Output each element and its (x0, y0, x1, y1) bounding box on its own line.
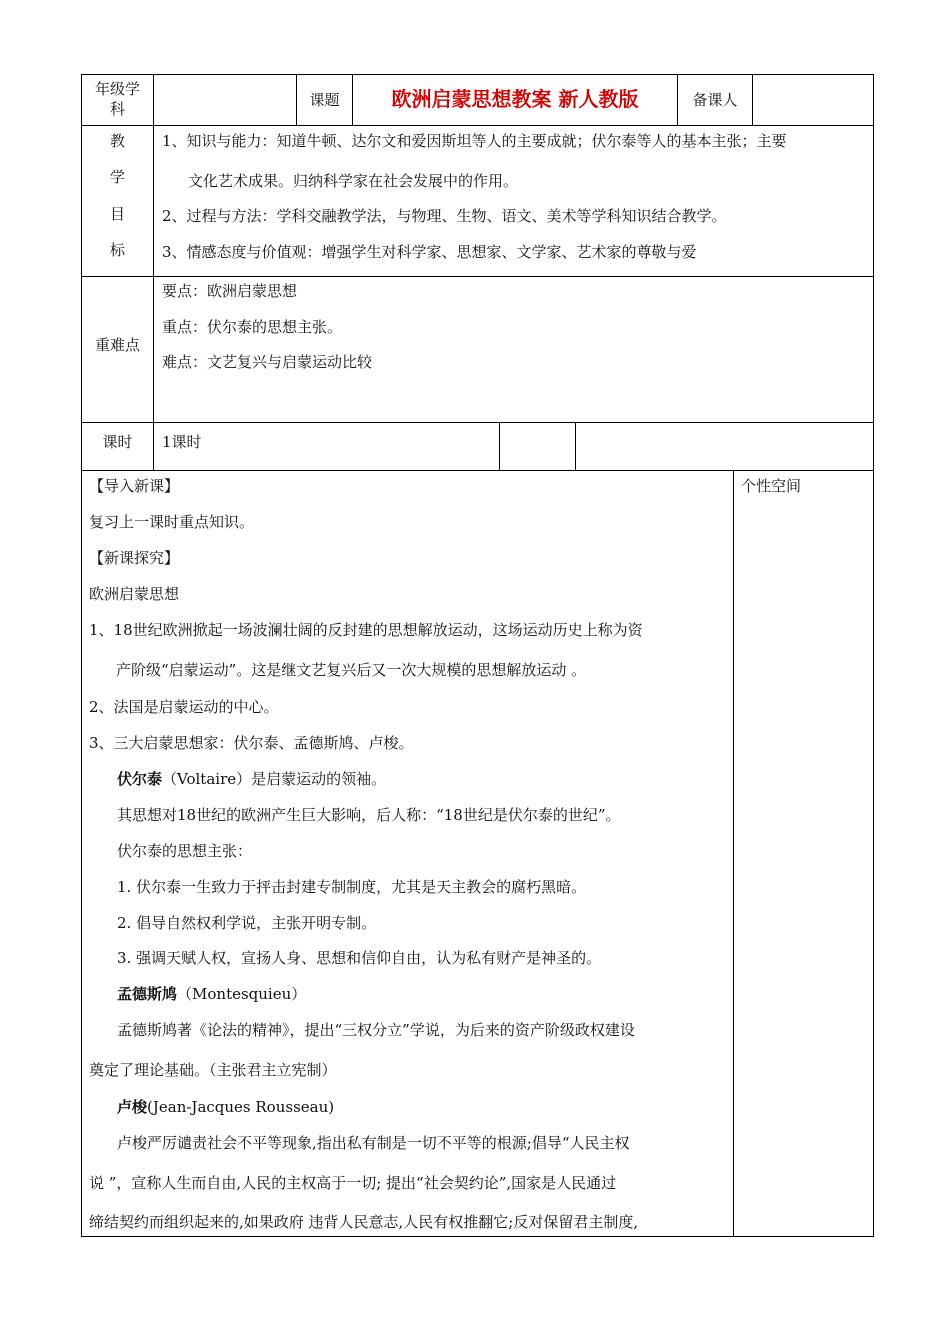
montesquieu-english: （Montesquieu） (177, 985, 307, 1003)
paragraph-line: 产阶级“启蒙运动”。这是继文艺复兴后又一次大规模的思想解放运动 。 (116, 661, 587, 679)
montesquieu-heading (117, 984, 306, 1004)
objectives-label-char: 学 (109, 168, 125, 186)
objective-item: 3、情感态度与价值观：增强学生对科学家、思想家、文学家、艺术家的尊敬与爱 (162, 243, 697, 261)
page-title: 欧洲启蒙思想教案 新人教版 (391, 87, 639, 111)
grid-line (81, 422, 874, 423)
list-item: 2. 倡导自然权利学说，主张开明专制。 (117, 914, 377, 932)
key-point-item: 重点：伏尔泰的思想主张。 (162, 318, 343, 336)
grade-subject-label (82, 79, 153, 119)
key-point-item: 要点：欧洲启蒙思想 (162, 282, 298, 300)
intro-heading: 【导入新课】 (89, 477, 180, 495)
objective-item: 1、知识与能力：知道牛顿、达尔文和爱因斯坦等人的主要成就；伏尔泰等人的基本主张；主要 (162, 132, 787, 150)
duration-label: 课时 (102, 433, 133, 451)
paragraph-line: 卢梭严厉谴责社会不平等现象,指出私有制是一切不平等的根源;倡导“人民主权 (117, 1134, 630, 1152)
voltaire-intro-line (117, 769, 386, 789)
voltaire-intro: （Voltaire）是启蒙运动的领袖。 (162, 770, 387, 788)
objective-item: 文化艺术成果。归纳科学家在社会发展中的作用。 (188, 172, 519, 190)
section-topic: 欧洲启蒙思想 (89, 585, 180, 603)
intro-text: 复习上一课时重点知识。 (89, 513, 255, 531)
paragraph-line: 其思想对18世纪的欧洲产生巨大影响，后人称：“18世纪是伏尔泰的世纪”。 (117, 806, 621, 824)
grid-line (873, 74, 874, 1237)
grid-line (153, 74, 154, 470)
voltaire-name: 伏尔泰 (117, 770, 163, 788)
grid-line (81, 74, 874, 75)
rousseau-name: 卢梭 (117, 1098, 148, 1116)
objectives-label-char: 目 (109, 205, 125, 223)
paragraph-line: 伏尔泰的思想主张： (117, 842, 253, 860)
grid-line (575, 422, 576, 470)
paragraph-line: 2、法国是启蒙运动的中心。 (89, 698, 279, 716)
grid-line (81, 276, 874, 277)
key-points-label: 重难点 (94, 336, 140, 354)
paragraph-line: 说 ”，宣称人生而自由,人民的主权高于一切; 提出“社会契约论”,国家是人民通过 (89, 1174, 617, 1192)
grid-line (81, 470, 874, 471)
grade-label-line: 年级学 (94, 80, 140, 98)
paragraph-line: 缔结契约而组织起来的,如果政府 违背人民意志,人民有权推翻它;反对保留君主制度, (89, 1213, 639, 1231)
topic-label: 课题 (309, 91, 340, 109)
objectives-label-char: 教 (109, 132, 125, 150)
explore-heading: 【新课探究】 (89, 549, 180, 567)
grid-line (499, 422, 500, 470)
grade-label-line: 科 (109, 100, 125, 118)
list-item: 3. 强调天赋人权，宣扬人身、思想和信仰自由，认为私有财产是神圣的。 (117, 949, 602, 967)
duration-value: 1课时 (162, 433, 202, 451)
rousseau-english: (Jean-Jacques Rousseau) (147, 1098, 335, 1116)
objective-item: 2、过程与方法：学科交融教学法，与物理、生物、语文、美术等学科知识结合教学。 (162, 207, 727, 225)
paragraph-line: 1、18世纪欧洲掀起一场波澜壮阔的反封建的思想解放运动，这场运动历史上称为资 (89, 621, 643, 639)
paragraph-line: 孟德斯鸠著《论法的精神》，提出“三权分立”学说，为后来的资产阶级政权建设 (117, 1021, 635, 1039)
grid-line (81, 125, 874, 126)
grid-line (81, 1236, 874, 1237)
grid-line (752, 74, 753, 125)
rousseau-heading (117, 1097, 334, 1117)
paragraph-line: 3、三大启蒙思想家：伏尔泰、孟德斯鸠、卢梭。 (89, 734, 414, 752)
grid-line (733, 470, 734, 1236)
list-item: 1. 伏尔泰一生致力于抨击封建专制制度，尤其是天主教会的腐朽黑暗。 (117, 878, 587, 896)
paragraph-line: 奠定了理论基础。（主张君主立宪制） (89, 1061, 337, 1079)
preparer-label: 备课人 (692, 91, 738, 109)
key-point-item: 难点：文艺复兴与启蒙运动比较 (162, 353, 373, 371)
objectives-label-char: 标 (109, 241, 125, 259)
personal-space-label: 个性空间 (741, 477, 802, 495)
montesquieu-name: 孟德斯鸠 (117, 985, 178, 1003)
